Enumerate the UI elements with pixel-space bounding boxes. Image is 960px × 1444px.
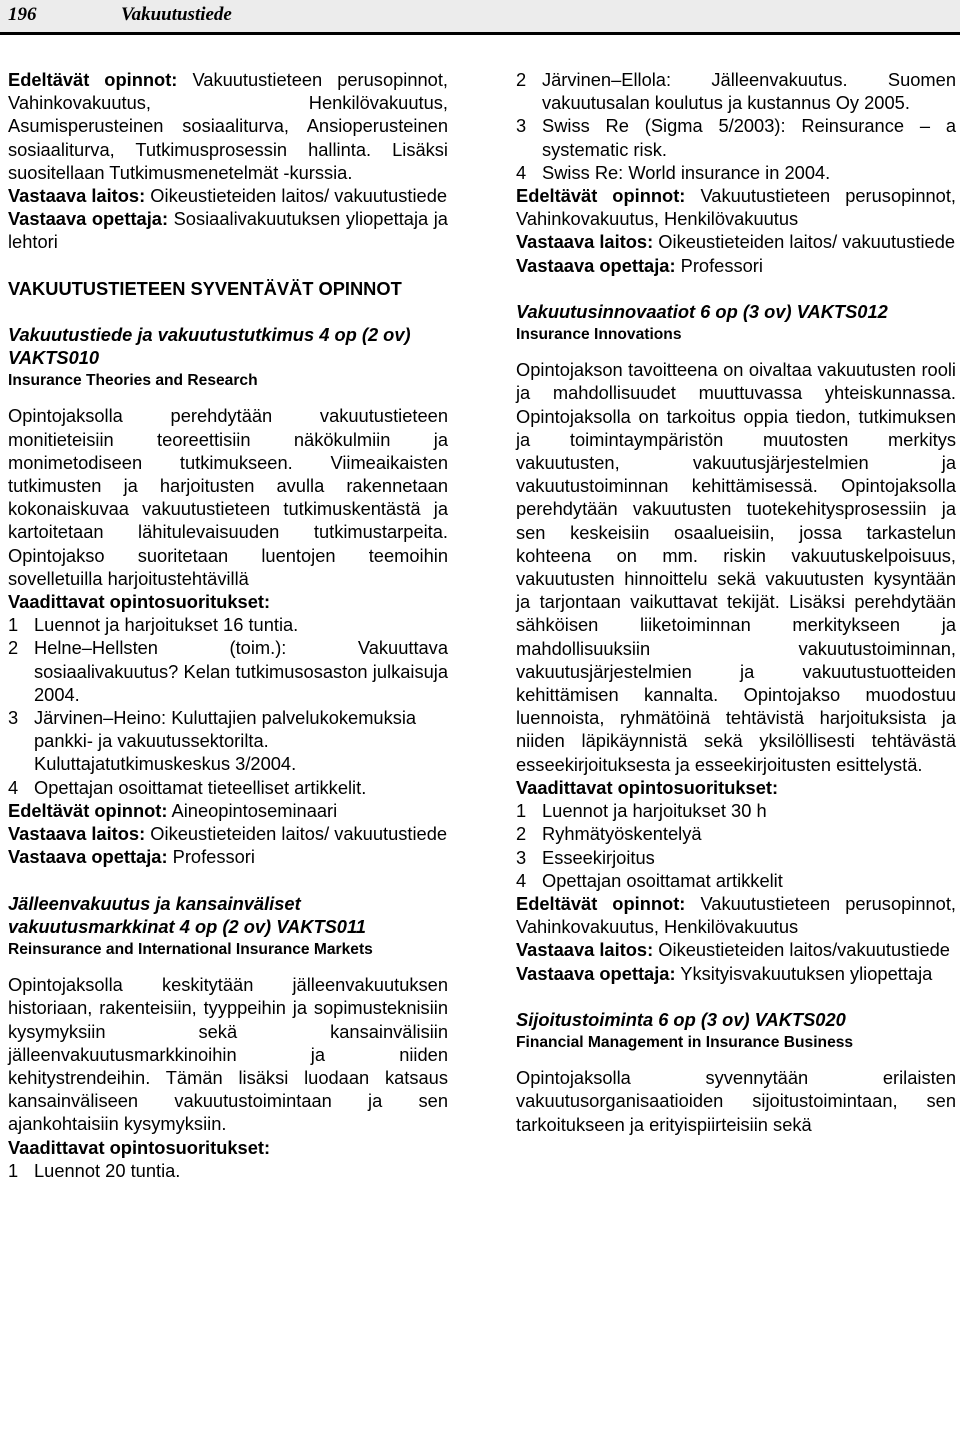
list-text: Luennot 20 tuntia. (34, 1159, 181, 1181)
course-english-title: Financial Management in Insurance Business (516, 1033, 854, 1051)
course-prereq (516, 184, 956, 230)
list-number: 3 (8, 707, 19, 729)
value: Sosiaalivakuutuksen yliopettaja ja lehtori (8, 208, 448, 253)
value: Oikeustieteiden laitos/ vakuutustiede (658, 231, 956, 253)
value: Oikeustieteiden laitos/vakuutustiede (658, 939, 950, 961)
course-teacher (516, 254, 956, 277)
list-text: Swiss Re: World insurance in 2004. (542, 161, 831, 183)
section-heading: VAKUUTUSTIETEEN SYVENTÄVÄT OPINNOT (8, 277, 402, 299)
requirements-label: Vaadittavat opintosuoritukset: (516, 776, 779, 798)
list-text: Luennot ja harjoitukset 16 tuntia. (34, 614, 299, 636)
list-item (8, 613, 448, 636)
value: Aineopintoseminaari (171, 799, 338, 821)
label: Edeltävät opinnot: (516, 185, 686, 207)
label: Vastaava opettaja: (516, 254, 676, 276)
course-prereq (8, 799, 448, 822)
list-text: Luennot ja harjoitukset 30 h (542, 800, 767, 822)
list-item (8, 1159, 448, 1182)
list-item (8, 776, 448, 799)
value: Vakuutustieteen perusopinnot, Vahinkovakuutus, Henkilövakuutus (516, 892, 956, 938)
list-number: 4 (516, 869, 527, 891)
list-item (516, 846, 956, 869)
requirements-label: Vaadittavat opintosuoritukset: (8, 1136, 271, 1158)
course-description: Opintojaksolla perehdytään vakuutustieteen monitieteisiin teoreettisiin näkökulmiin ja monimetodiseen tutkimukseen. Viimeaikaisten tutkimusten ja harjoitusten avulla rakennetaan kokonaiskuvaa vakuutustieteen tutkimuskentästä ja kartoitetaan lähitulevaisuuden tutkimustarpeita. Opintojakso suoritetaan luentojen teemoihin sovelletuilla harjoitustehtävillä (8, 405, 448, 589)
course-teacher (516, 962, 956, 985)
list-text: Järvinen–Heino: Kuluttajien palvelukokemuksia pankki- ja vakuutussektorilta. Kuluttajatutkimuskeskus 3/2004. (34, 707, 417, 775)
value: Professori (680, 254, 763, 276)
list-text: Järvinen–Ellola: Jälleenvakuutus. Suomen vakuutusalan koulutus ja kustannus Oy 2005. (542, 69, 956, 114)
list-number: 3 (516, 115, 527, 137)
list-number: 2 (8, 637, 19, 659)
value: Oikeustieteiden laitos/ vakuutustiede (150, 185, 448, 207)
label: Vastaava laitos: (516, 939, 654, 961)
course-description: Opintojakson tavoitteena on oivaltaa vakuutusten rooli ja mahdollisuudet muuttuvassa yhteiskunnassa. Opintojaksolla on tarkoitus oppia tiedon, tutkimuksen ja toimintaympäristön muutosten merkitys vakuutusten, vakuutusjärjestelmien ja vakuutustoiminnan kehittämisessä. Opintojaksolla perehdytään vakuutusten tuotekehitysprosessiin ja sen keskeisiin osaalueisiin, jossa tarkastelun kohteena on mm. riskin vakuutuskelpoisuus, vakuutusten hinnoittelu sekä vakuutusten kysyntään ja tarjontaan vaikuttavat tekijät. Lisäksi perehdytään sähköisen liiketoiminnan merkitykseen ja mahdollisuuksiin vakuutustoiminnan, vakuutusjärjestelmien ja vakuutustuotteiden kehittämisen kannalta. Opintojakso muodostuu luennoista, ryhmätöinä tehtävistä harjoituksista ja niiden läpikäynnistä sekä yksilöllisesti tehtävästä esseekirjoituksesta ja esseekirjoitusten esittelystä. (516, 359, 956, 775)
list-number: 1 (8, 614, 19, 636)
course-title: Vakuutusinnovaatiot 6 op (3 ov) VAKTS012 (516, 300, 888, 322)
list-item (8, 706, 448, 776)
list-number: 4 (8, 776, 19, 798)
value: Professori (172, 846, 255, 868)
list-text: Esseekirjoitus (542, 846, 655, 868)
label: Vastaava laitos: (516, 231, 654, 253)
course-title: Jälleenvakuutus ja kansainväliset vakuutusmarkkinat 4 op (2 ov) VAKTS011 (8, 892, 366, 937)
value: Yksityisvakuutuksen yliopettaja (680, 962, 933, 984)
course-description: Opintojaksolla syvennytään erilaisten vakuutusorganisaatioiden sijoitustoimintaan, sen tarkoitukseen ja erityispiirteisiin sekä (516, 1067, 956, 1135)
list-item (516, 822, 956, 845)
course-title: Sijoitustoiminta 6 op (3 ov) VAKTS020 (516, 1008, 846, 1030)
intro-prereq (8, 68, 448, 184)
value: Vakuutustieteen perusopinnot, Vahinkovakuutus, Henkilövakuutus (516, 185, 956, 230)
page-number: 196 (8, 4, 37, 25)
left-column (8, 68, 448, 1182)
label: Vastaava opettaja: (8, 208, 169, 230)
list-number: 3 (516, 846, 527, 868)
label: Vastaava laitos: (8, 823, 146, 845)
list-number: 2 (516, 823, 527, 845)
course-dept (516, 230, 956, 253)
intro-dept (8, 184, 448, 207)
course-prereq (516, 892, 956, 938)
label: Vastaava laitos: (8, 185, 146, 207)
course-teacher (8, 845, 448, 868)
course-english-title: Reinsurance and International Insurance Markets (8, 940, 373, 958)
list-text: Opettajan osoittamat tieteelliset artikkelit. (34, 776, 367, 798)
list-number: 1 (516, 800, 527, 822)
list-text: Ryhmätyöskentelyä (542, 823, 702, 845)
intro-teacher (8, 207, 448, 253)
list-text: Opettajan osoittamat artikkelit (542, 869, 783, 891)
list-item (516, 68, 956, 114)
course-description: Opintojaksolla keskitytään jälleenvakuutuksen historiaan, rakenteisiin, tyyppeihin ja sopimusteknisiin kysymyksiin sekä kansainvälisiin jälleenvakuutusmarkkinoihin ja niiden kehitystrendeihin. Tämän lisäksi luodaan katsaus kansainväliseen vakuutustoimintaan ja sen ajankohtaisiin kysymyksiin. (8, 974, 448, 1135)
list-item (516, 161, 956, 184)
list-number: 2 (516, 69, 527, 90)
label: Vastaava opettaja: (516, 962, 676, 984)
course-english-title: Insurance Theories and Research (8, 372, 258, 390)
label: Edeltävät opinnot: (8, 799, 168, 821)
label: Edeltävät opinnot: (516, 892, 686, 914)
running-title: Vakuutustiede (121, 4, 232, 25)
list-text: Swiss Re (Sigma 5/2003): Reinsurance – a systematic risk. (542, 115, 956, 160)
course-title: Vakuutustiede ja vakuutustutkimus 4 op (2 ov) VAKTS010 (8, 323, 411, 369)
list-item (516, 869, 956, 892)
course-dept (516, 938, 956, 961)
list-item (516, 799, 956, 822)
label: Edeltävät opinnot: (8, 69, 178, 90)
value: Oikeustieteiden laitos/ vakuutustiede (150, 823, 448, 845)
list-text: Helne–Hellsten (toim.): Vakuuttava sosiaalivakuutus? Kelan tutkimusosaston julkaisuja 2004. (34, 637, 448, 705)
header-rule (0, 32, 960, 35)
course-dept (8, 822, 448, 845)
list-number: 1 (8, 1159, 19, 1181)
list-item (8, 636, 448, 706)
label: Vastaava opettaja: (8, 846, 168, 868)
right-column (516, 68, 956, 1136)
course-english-title: Insurance Innovations (516, 326, 682, 344)
list-number: 4 (516, 161, 527, 183)
value: Vakuutustieteen perusopinnot, Vahinkovakuutus, Henkilövakuutus, Asumisperusteinen sosiaaliturva, Ansioperusteinen sosiaaliturva, Tutkimusprosessin hallinta. Lisäksi suositellaan Tutkimusmenetelmät -kurssia. (8, 69, 448, 183)
page-header (0, 0, 960, 36)
requirements-label: Vaadittavat opintosuoritukset: (8, 591, 271, 613)
list-item (516, 114, 956, 160)
